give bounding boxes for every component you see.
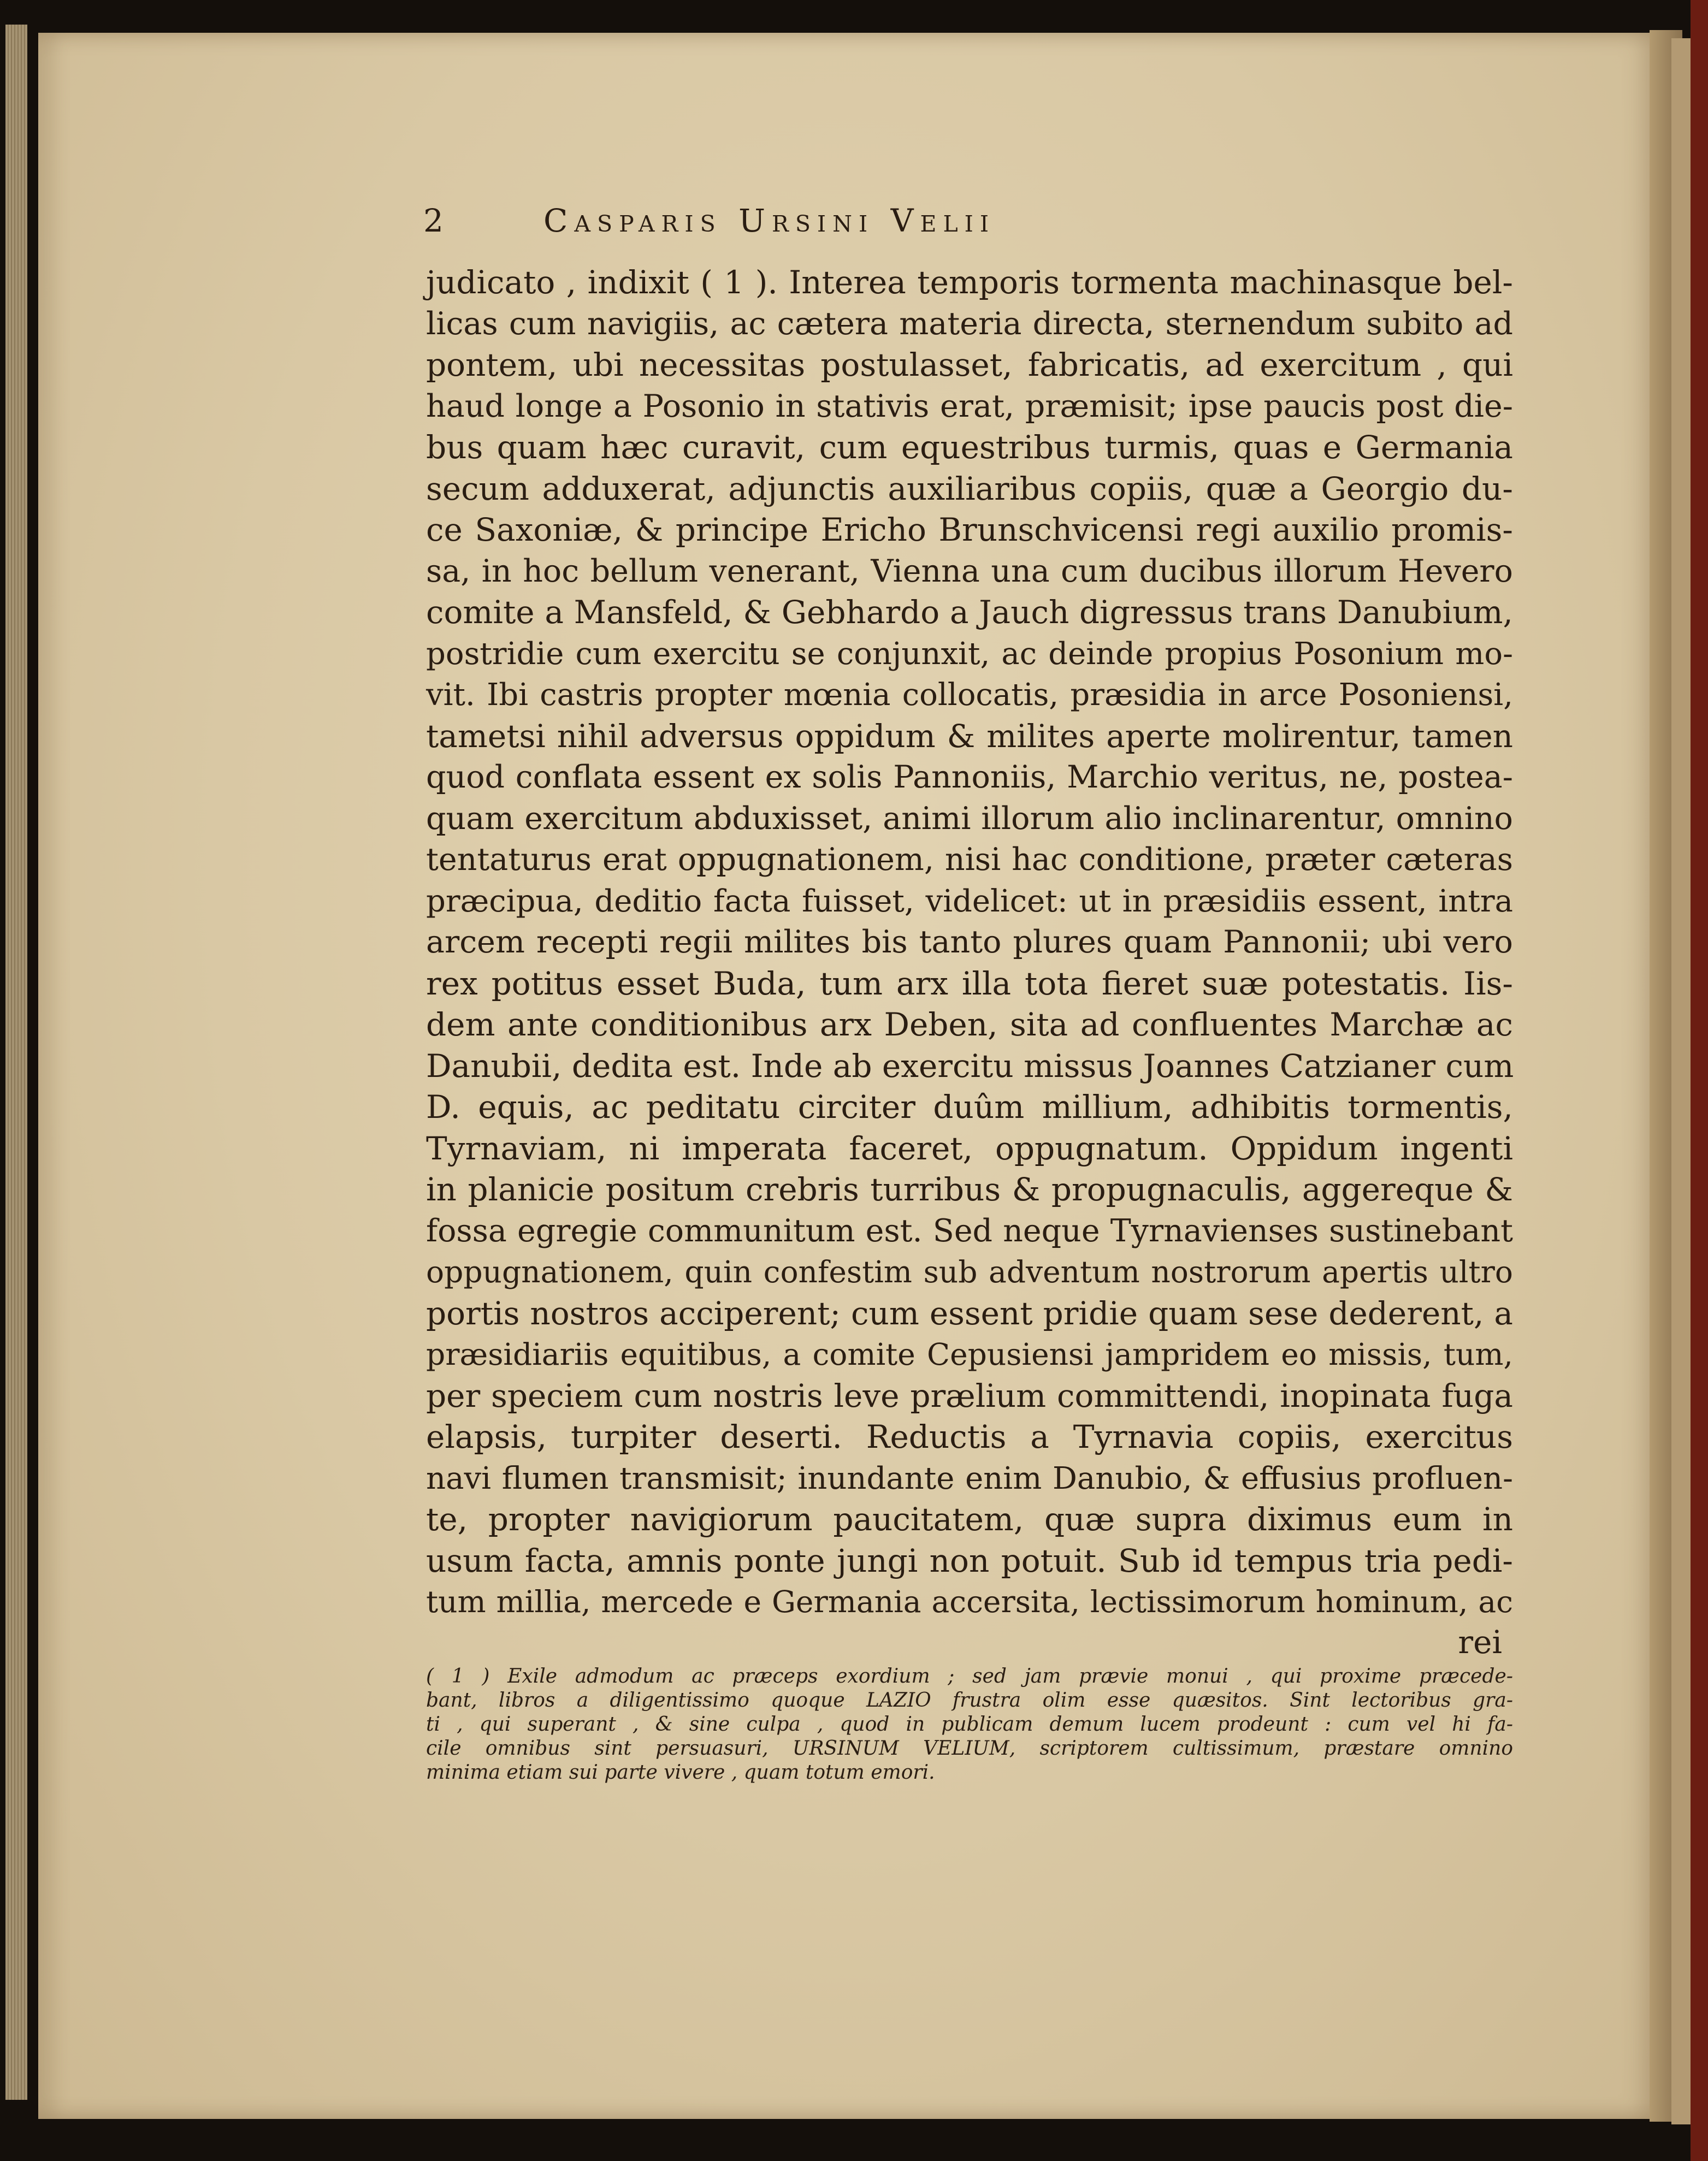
catchword: rei: [1458, 1623, 1502, 1661]
footnote-line: cile omnibus sint persuasuri, URSINUM VELIUM, scriptorem cultissimum, præstare omnino: [426, 1737, 1513, 1760]
body-line: D. equis, ac peditatu circiter duûm millium, adhibitis tormentis,: [426, 1088, 1513, 1126]
page-edge-stack: [5, 25, 27, 2100]
body-line: præsidiariis equitibus, a comite Cepusiensi jampridem eo missis, tum,: [426, 1337, 1513, 1372]
body-line: Tyrnaviam, ni imperata faceret, oppugnatum. Oppidum ingenti: [426, 1129, 1513, 1167]
body-line: quam exercitum abduxisset, animi illorum alio inclinarentur, omnino: [426, 800, 1513, 837]
page-text-block: [423, 202, 1514, 1785]
body-line: arcem recepti regii milites bis tanto plures quam Pannonii; ubi vero: [426, 924, 1513, 960]
body-line: pontem, ubi necessitas postulasset, fabricatis, ad exercitum , qui: [426, 346, 1513, 383]
body-line: postridie cum exercitu se conjunxit, ac deinde propius Posonium mo-: [426, 636, 1513, 672]
running-header: [423, 202, 1513, 262]
footnote-line: minima etiam sui parte vivere , quam totum emori.: [426, 1761, 935, 1784]
body-line: haud longe a Posonio in stativis erat, præmisit; ipse paucis post die-: [426, 388, 1513, 424]
body-line: elapsis, turpiter deserti. Reductis a Tyrnavia copiis, exercitus: [426, 1418, 1513, 1455]
body-line: usum facta, amnis ponte jungi non potuit. Sub id tempus tria pedi-: [426, 1542, 1513, 1579]
body-text: [426, 262, 1513, 1623]
body-line: judicato , indixit ( 1 ). Interea temporis tormenta machinasque bel-: [426, 264, 1513, 301]
body-line: præcipua, deditio facta fuisset, videlicet: ut in præsidiis essent, intra: [426, 883, 1513, 919]
body-line: bus quam hæc curavit, cum equestribus turmis, quas e Germania: [426, 429, 1513, 466]
body-line: per speciem cum nostris leve prælium committendi, inopinata fuga: [426, 1377, 1513, 1414]
page-number: 2: [423, 202, 444, 239]
body-line: Danubii, dedita est. Inde ab exercitu missus Joannes Catzianer cum: [426, 1047, 1514, 1085]
body-line: portis nostros acciperent; cum essent pridie quam sese dederent, a: [426, 1294, 1513, 1332]
body-line: tum millia, mercede e Germania accersita, lectissimorum hominum, ac: [426, 1584, 1513, 1619]
binding-edge: [1691, 0, 1708, 2161]
body-line: navi flumen transmisit; inundante enim Danubio, & effusius profluen-: [426, 1460, 1513, 1496]
body-line: te, propter navigiorum paucitatem, quæ supra diximus eum in: [426, 1501, 1513, 1538]
body-line: ce Saxoniæ, & principe Ericho Brunschvicensi regi auxilio promis-: [426, 511, 1513, 548]
body-line: comite a Mansfeld, & Gebhardo a Jauch digressus trans Danubium,: [426, 594, 1513, 631]
footnote-line: bant, libros a diligentissimo quoque LAZIO frustra olim esse quæsitos. Sint lectoribus gra-: [426, 1689, 1513, 1712]
footnote-line: ti , qui superant , & sine culpa , quod in publicam demum lucem prodeunt : cum vel hi fa-: [426, 1713, 1513, 1736]
footnote-line: ( 1 ) Exile admodum ac præceps exordium ; sed jam prævie monui , qui proxime præcede-: [426, 1665, 1513, 1688]
body-line: tentaturus erat oppugnationem, nisi hac conditione, præter cæteras: [426, 842, 1513, 878]
body-line: sa, in hoc bellum venerant, Vienna una cum ducibus illorum Hevero: [426, 553, 1513, 589]
body-line: quod conflata essent ex solis Pannoniis, Marchio veritus, ne, postea-: [426, 759, 1513, 795]
body-line: licas cum navigiis, ac cætera materia directa, sternendum subito ad: [426, 305, 1513, 342]
body-line: oppugnationem, quin confestim sub adventum nostrorum apertis ultro: [426, 1254, 1513, 1289]
running-title: Casparis Ursini Velii: [543, 202, 996, 239]
body-line: dem ante conditionibus arx Deben, sita ad confluentes Marchæ ac: [426, 1006, 1513, 1043]
body-line: secum adduxerat, adjunctis auxiliaribus copiis, quæ a Georgio du-: [426, 470, 1513, 507]
body-line: tametsi nihil adversus oppidum & milites aperte molirentur, tamen: [426, 717, 1513, 755]
footnote: [426, 1665, 1513, 1785]
body-line: in planicie positum crebris turribus & propugnaculis, aggereque &: [426, 1171, 1513, 1208]
body-line: fossa egregie communitum est. Sed neque Tyrnavienses sustinebant: [426, 1212, 1513, 1249]
body-line: vit. Ibi castris propter mœnia collocatis, præsidia in arce Posoniensi,: [426, 677, 1513, 713]
body-line: rex potitus esset Buda, tum arx illa tota fieret suæ potestatis. Iis-: [426, 964, 1513, 1002]
